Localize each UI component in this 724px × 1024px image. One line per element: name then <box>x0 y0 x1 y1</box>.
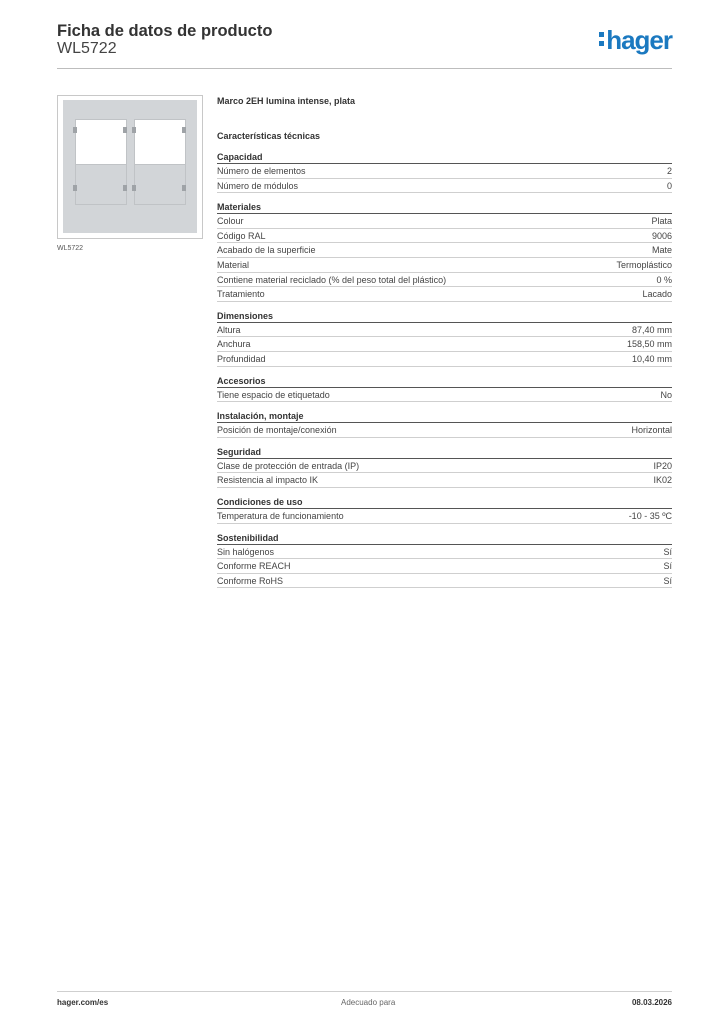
spec-label: Tiene espacio de etiquetado <box>217 389 330 400</box>
spec-label: Sin halógenos <box>217 546 275 557</box>
section-title: Condiciones de uso <box>217 496 672 509</box>
spec-section <box>217 446 672 488</box>
spec-row <box>217 287 672 302</box>
spec-label: Acabado de la superficie <box>217 245 316 256</box>
spec-row <box>217 214 672 229</box>
logo-dots-icon <box>599 32 604 50</box>
spec-value: Lacado <box>642 289 672 300</box>
spec-value: Plata <box>651 216 672 227</box>
section-title: Accesorios <box>217 375 672 388</box>
spec-label: Posición de montaje/conexión <box>217 425 337 436</box>
spec-row <box>217 388 672 403</box>
frame-clip <box>73 127 77 133</box>
spec-label: Contiene material reciclado (% del peso total del plástico) <box>217 274 447 285</box>
frame-clip <box>123 185 127 191</box>
spec-value: 9006 <box>651 230 672 241</box>
spec-value: No <box>660 389 672 400</box>
footer-divider <box>57 991 672 992</box>
spec-section <box>217 375 672 403</box>
spec-row <box>217 243 672 258</box>
frame-clip <box>132 127 136 133</box>
spec-label: Conforme RoHS <box>217 575 284 586</box>
spec-section <box>217 410 672 438</box>
spec-row <box>217 164 672 179</box>
spec-value: 2 <box>666 166 672 176</box>
spec-value: -10 - 35 ºC <box>628 510 672 521</box>
spec-label: Colour <box>217 216 244 227</box>
image-caption: WL5722 <box>57 245 84 252</box>
header-divider <box>57 68 672 69</box>
spec-row <box>217 179 672 194</box>
frame-opening-right-full <box>134 119 186 205</box>
spec-row <box>217 273 672 288</box>
spec-row <box>217 323 672 338</box>
spec-row <box>217 459 672 474</box>
spec-value: 10,40 mm <box>631 353 672 364</box>
spec-value: 87,40 mm <box>631 324 672 335</box>
frame-opening-left-full <box>75 119 127 205</box>
frame-clip <box>73 185 77 191</box>
spec-value: 0 <box>666 180 672 191</box>
double-frame-illustration <box>63 100 197 233</box>
spec-label: Código RAL <box>217 230 266 241</box>
spec-label: Tratamiento <box>217 289 265 300</box>
spec-label: Temperatura de funcionamiento <box>217 510 344 521</box>
section-title: Sostenibilidad <box>217 532 672 545</box>
spec-label: Número de módulos <box>217 180 299 191</box>
spec-value: Sí <box>663 561 672 572</box>
spec-heading: Características técnicas <box>217 131 321 141</box>
spec-label: Número de elementos <box>217 166 306 176</box>
spec-label: Profundidad <box>217 353 266 364</box>
spec-value: 0 % <box>656 274 672 285</box>
spec-row <box>217 352 672 367</box>
spec-row <box>217 473 672 488</box>
spec-sections <box>217 151 672 588</box>
spec-row <box>217 423 672 438</box>
frame-clip <box>182 185 186 191</box>
spec-value: IK02 <box>653 475 672 486</box>
section-title: Seguridad <box>217 446 672 459</box>
spec-value: Sí <box>663 575 672 586</box>
footer-date: 08.03.2026 <box>631 998 672 1007</box>
frame-clip <box>182 127 186 133</box>
section-title: Materiales <box>217 201 672 214</box>
spec-row <box>217 559 672 574</box>
spec-label: Resistencia al impacto IK <box>217 475 319 486</box>
product-code: WL5722 <box>57 40 117 57</box>
section-title: Instalación, montaje <box>217 410 672 423</box>
spec-label: Clase de protección de entrada (IP) <box>217 460 360 471</box>
section-title: Capacidad <box>217 151 672 164</box>
spec-section <box>217 532 672 589</box>
footer-website: hager.com/es <box>57 998 109 1007</box>
spec-value: Sí <box>663 546 672 557</box>
spec-value: IP20 <box>653 460 672 471</box>
logo-text: hager <box>606 25 672 55</box>
spec-label: Altura <box>217 324 241 335</box>
spec-value: Termoplástico <box>616 259 672 270</box>
spec-label: Material <box>217 259 250 270</box>
spec-section <box>217 151 672 193</box>
spec-value: 158,50 mm <box>626 339 672 350</box>
spec-row <box>217 337 672 352</box>
page-header <box>57 20 672 70</box>
spec-value: Horizontal <box>631 425 672 436</box>
section-title: Dimensiones <box>217 310 672 323</box>
spec-row <box>217 258 672 273</box>
spec-label: Conforme REACH <box>217 561 291 572</box>
frame-clip <box>132 185 136 191</box>
spec-section <box>217 310 672 367</box>
product-image <box>57 95 203 239</box>
product-name: Marco 2EH lumina intense, plata <box>217 96 356 106</box>
specification-panel <box>217 94 672 588</box>
hager-logo <box>599 27 672 53</box>
spec-row <box>217 509 672 524</box>
document-title: Ficha de datos de producto <box>57 22 273 40</box>
frame-clip <box>123 127 127 133</box>
spec-value: Mate <box>651 245 672 256</box>
spec-label: Anchura <box>217 339 251 350</box>
spec-section <box>217 496 672 524</box>
spec-row <box>217 545 672 560</box>
spec-section <box>217 201 672 302</box>
spec-row <box>217 229 672 244</box>
footer-note: Adecuado para <box>341 998 396 1007</box>
spec-row <box>217 574 672 589</box>
